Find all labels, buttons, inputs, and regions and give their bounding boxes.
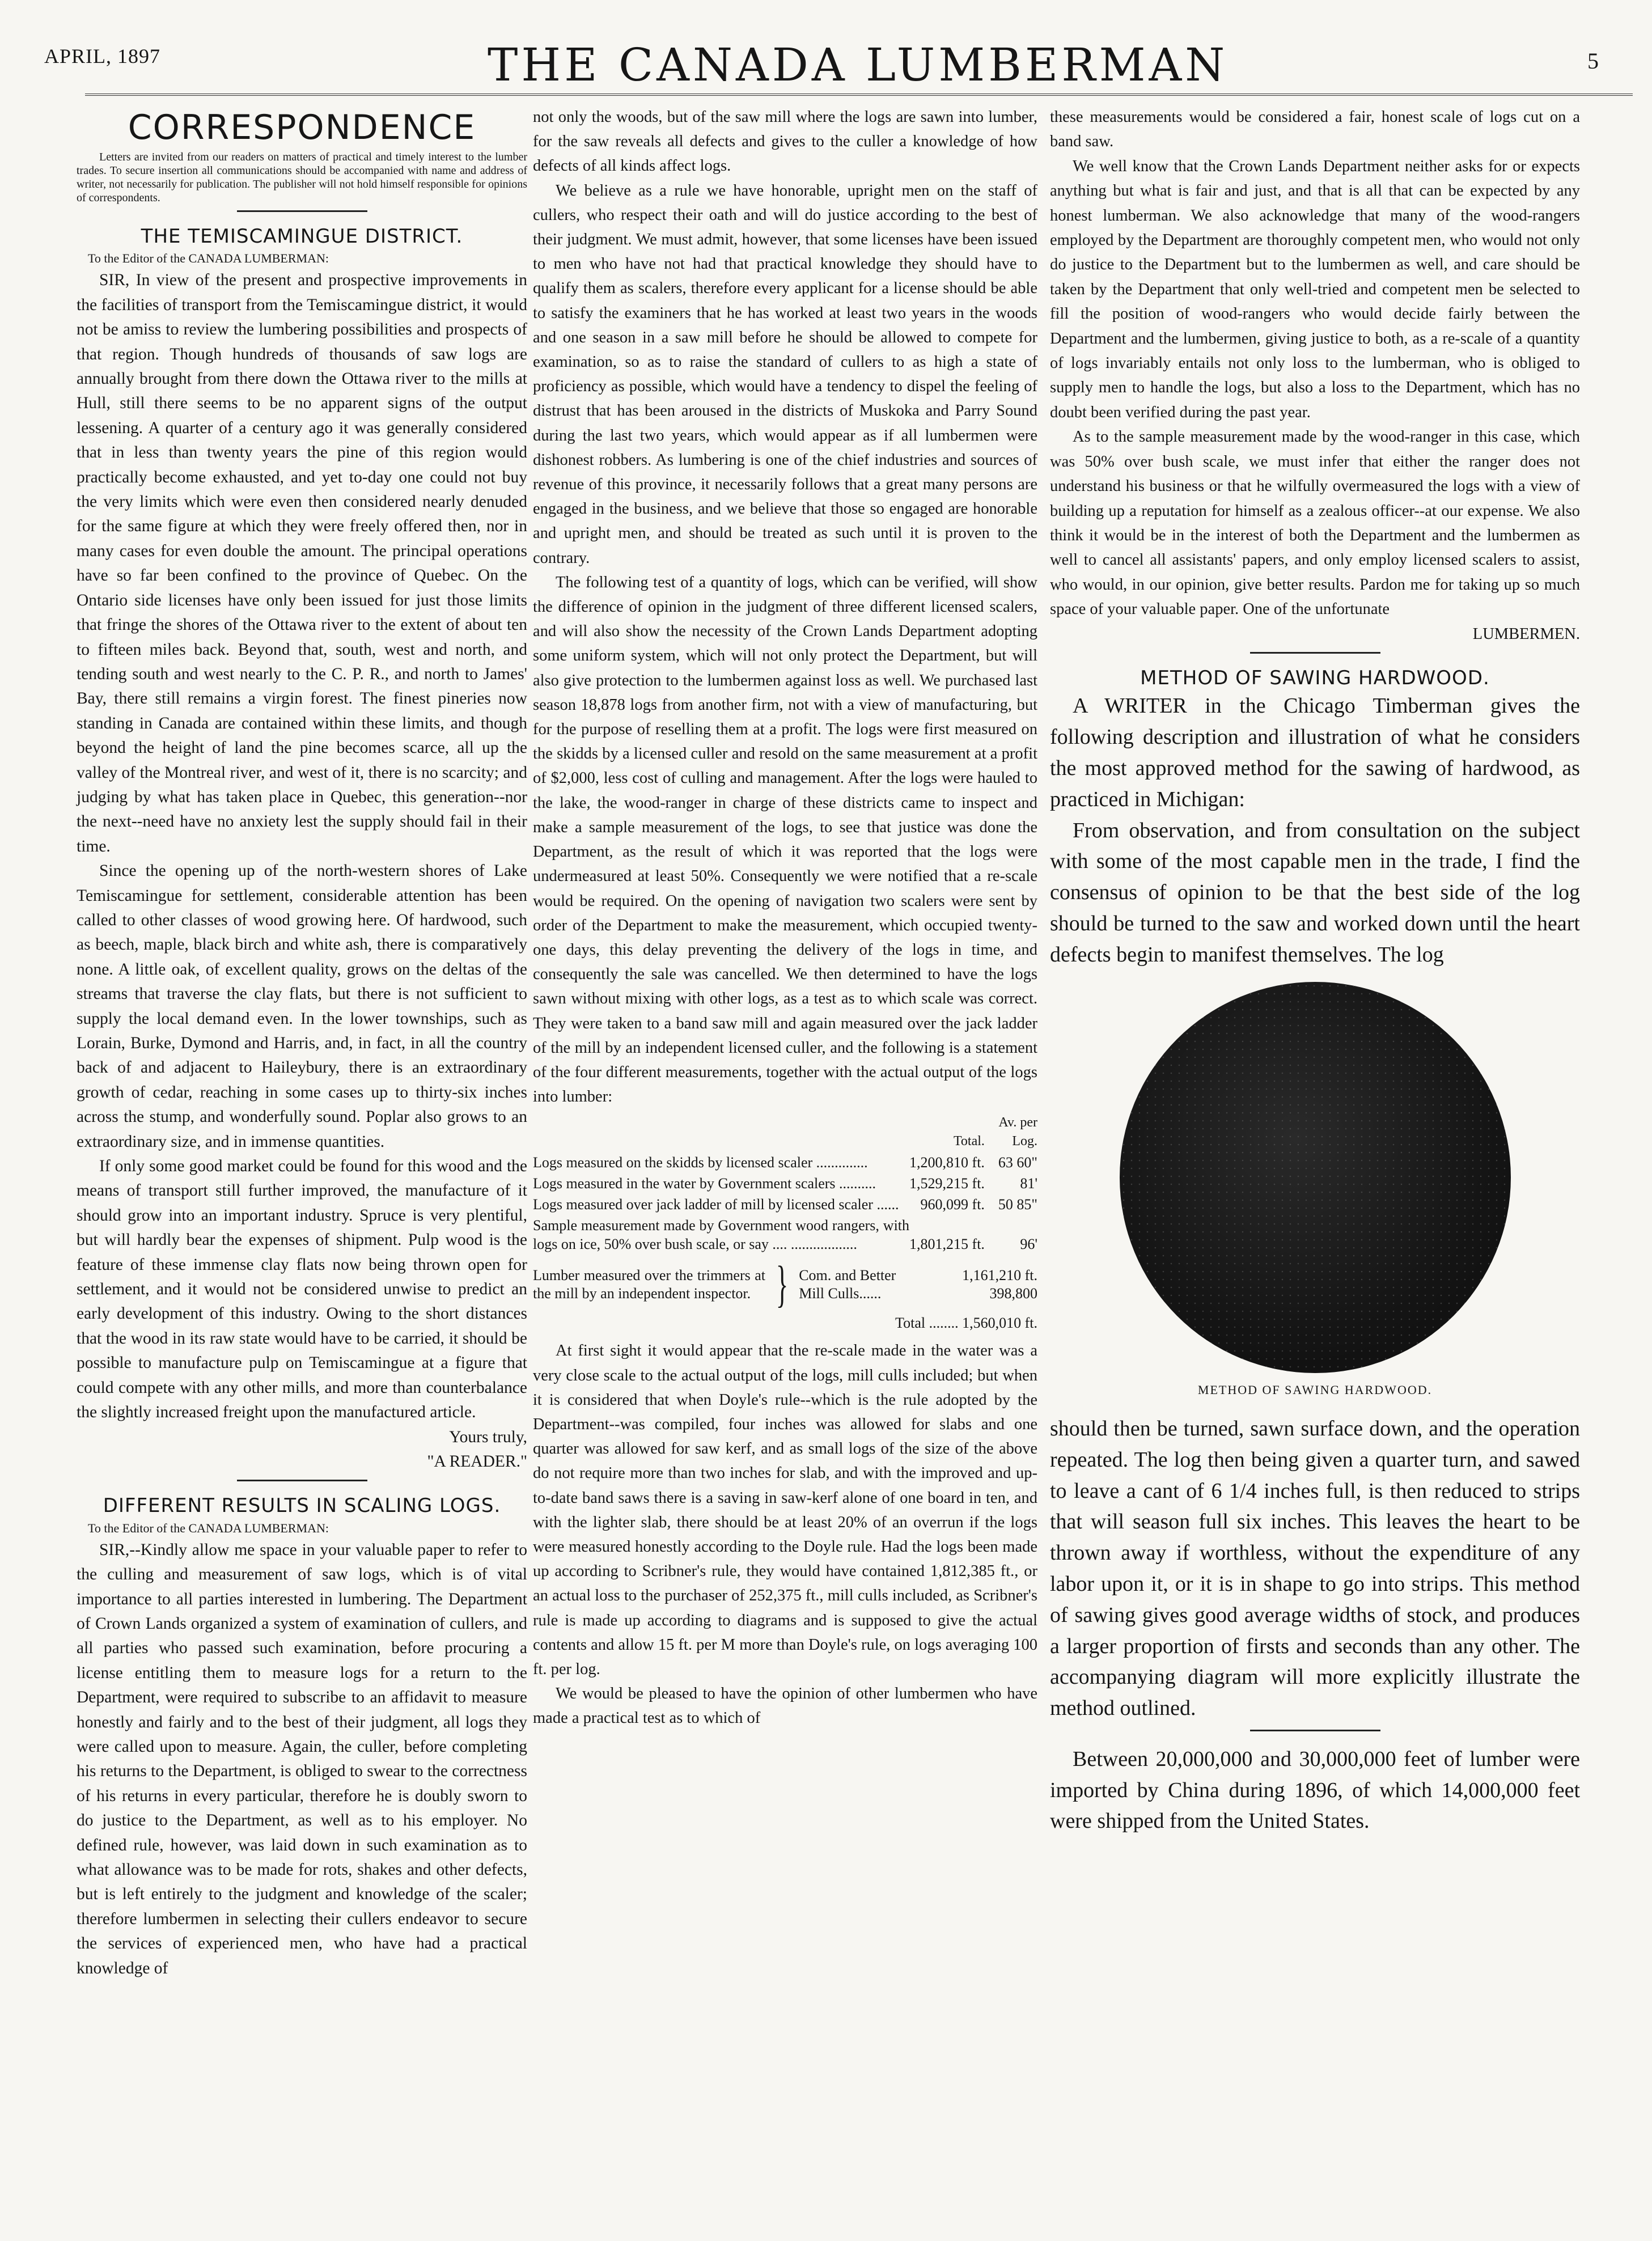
column-1 [77, 105, 527, 1981]
brace: } [776, 1256, 789, 1313]
lumber-row-value: 398,800 [989, 1285, 1037, 1302]
article-title-sawing-hardwood: METHOD OF SAWING HARDWOOD. [1140, 666, 1490, 689]
total-label: Total ........ [895, 1315, 959, 1332]
row-total: 960,099 ft. [920, 1196, 985, 1213]
row-total: 1,529,215 ft. [909, 1175, 985, 1192]
paragraph: SIR,--Kindly allow me space in your valuable paper to refer to the culling and measurement of saw logs, which is of vital importance to all parties interested in lumbering. The Department of Crown Lands organized a system of examination of cullers, and all parties who passed such examination, before procuring a license entitling them to measure logs for a return to the Department, were required to subscribe to an affidavit to measure honestly and fairly and to the best of their judgment, all logs they were called upon to measure. Again, the culler, before completing his returns to the Department, is obliged to swear to the correctness of his returns in every particular, therefore he is doubly sworn to do justice to the Department, as well as to his employer. No defined rule, however, was laid down in such examination as to what allowance was to be made for rots, shakes and other defects, but is left entirely to the judgment and knowledge of the scaler; therefore lumbermen in selecting their cullers endeavor to secure the services of experienced men, who have had a practical knowledge of [77, 1540, 527, 1977]
section-rule [1250, 652, 1380, 654]
correspondence-heading: CORRESPONDENCE [128, 108, 476, 147]
table-row [533, 1194, 1037, 1215]
signature: "A READER." [427, 1452, 527, 1471]
page-number: 5 [1587, 48, 1599, 74]
paragraph: not only the woods, but of the saw mill where the logs are sawn into lumber, for the saw reveals all defects and gives to the culler a knowledge of how defects of all kinds affect logs. [533, 108, 1037, 175]
measurement-table [533, 1112, 1037, 1255]
log-diagram-image [1120, 982, 1511, 1373]
section-rule [237, 1480, 367, 1481]
column-2 [533, 105, 1037, 1731]
header-rule [85, 94, 1633, 96]
row-label: Sample measurement made by Government wood rangers, with logs on ice, 50% over bush scale, or say .... .................. [533, 1217, 910, 1253]
row-total: 1,200,810 ft. [909, 1154, 985, 1171]
lumber-measure-block [533, 1256, 1037, 1313]
row-average: 50 85" [998, 1196, 1037, 1213]
table-header-row [533, 1112, 1037, 1152]
paragraph: SIR, In view of the present and prospective improvements in the facilities of transport from the Temiscamingue district, it would not be amiss to review the lumbering possibilities and prospects of that region. Though hundreds of thousands of saw logs are annually brought from there down the Ottawa river to the mills at Hull, still there seems to be no apparent signs of the output lessening. A quarter of a century ago it was generally considered that in less than twenty years the pine of this region would practically become exhausted, and yet to-day one could not buy the very limits which were even then considered nearly denuded for the same figure at which they were freely offered then, nor in many cases for even double the amount. The principal operations have so far been confined to the province of Quebec. On the Ontario side licenses have only been issued for just those limits that fringe the shores of the Ottawa river to the extent of about ten to fifteen miles back. Beyond that, south, west and north, and tending south and west nearly to the C. P. R., and north to James' Bay, there still remains a virgin forest. The finest pineries now standing in Canada are contained within these limits, and though beyond the height of land the pine becomes scarce, all up the valley of the Montreal river, and west of it, there is no scarcity; and judging by what has taken place in Quebec, this generation--nor the next--need have no anxiety lest the supply should fail in their time. [77, 271, 527, 855]
brief-paragraph: Between 20,000,000 and 30,000,000 feet of lumber were imported by China during 1896, of which 14,000,000 feet were shipped from the United States. [1050, 1747, 1580, 1833]
row-average: 96' [1020, 1236, 1037, 1253]
row-label: Logs measured in the water by Government scalers .......... [533, 1175, 876, 1192]
column-header-total: Total. [953, 1134, 985, 1149]
section-rule [1250, 1730, 1380, 1731]
article-title-scaling-logs: DIFFERENT RESULTS IN SCALING LOGS. [103, 1494, 501, 1518]
row-total: 1,801,215 ft. [909, 1236, 985, 1253]
paragraph: The following test of a quantity of logs, which can be verified, will show the difference of opinion in the judgment of three different licensed scalers, and will also show the necessity of the Crown Lands Department adopting some uniform system, which will not only protect the Department, but will also give protection to the lumbermen against loss as well. We purchased last season 18,878 logs from another firm, not with a view of manufacturing, but for the purpose of reselling them at a profit. The logs were first measured on the skidds by a licensed culler and resold on the same measurement at a profit of $2,000, less cost of culling and management. After the logs were hauled to the lake, the wood-ranger in charge of these districts came to inspect and make a sample measurement of the logs, to see that justice was done the Department, as the result of which it was reported that the logs were undermeasured at least 50%. Consequently we were notified that a re-scale would be required. On the opening of navigation two scalers were sent by order of the Department to make the measurement, which occupied twenty-one days, this delay preventing the delivery of the logs in time, and consequently the sale was cancelled. We then determined to have the logs sawn without mixing with other logs, as a test as to which scale was correct. They were taken to a band saw mill and again measured over the jack ladder of the mill by an independent licensed culler, and the following is a statement of the four different measurements, together with the actual output of the logs into lumber: [533, 573, 1037, 1106]
correspondence-notice: Letters are invited from our readers on matters of practical and timely interest to the lumber trades. To secure insertion all communications should be accompanied with name and address of writer, not necessarily for publication. The publisher will not hold himself responsible for opinions of correspondents. [77, 151, 527, 204]
paragraph: If only some good market could be found for this wood and the means of transport still further improved, the manufacture of it should grow into an important industry. Spruce is very plentiful, but will hardly bear the expenses of shipment. Pulp wood is the feature of these immense clay flats now being thrown open for settlement, and it would not be considered unwise to predict an early development of this industry. Owing to the short distances that the wood in its raw state would have to be carried, it should be possible to manufacture pulp on Temiscamingue at a figure that could compete with any other mills, and more than counterbalance the slightly increased freight upon the manufactured article. [77, 1157, 527, 1422]
lumber-row-label: Com. and Better [799, 1267, 896, 1284]
issue-date: APRIL, 1897 [44, 45, 161, 67]
table-row [533, 1215, 1037, 1255]
lumber-row [799, 1285, 1037, 1303]
paragraph: As to the sample measurement made by the wood-ranger in this case, which was 50% over bush scale, we must infer that either the ranger does not understand his business or that he wilfully overmeasured the logs with a view of building up a reputation for himself as a zealous officer--at our expense. We also think it would be in the interest of both the Department and the lumbermen as well to cancel all assistants' papers, and only employ licensed scalers to assist, who would, in our opinion, give better results. Pardon me for taking up so much space of your valuable paper. One of the unfortunate [1050, 428, 1580, 619]
paragraph: A WRITER in the Chicago Timberman gives the following description and illustration of what he considers the most approved method for the sawing of hardwood, as practiced in Michigan: [1050, 694, 1580, 811]
paragraph: Since the opening up of the north-western shores of Lake Temiscamingue for settlement, considerable attention has been called to other classes of wood growing here. Of hardwood, such as beech, maple, black birch and white ash, there is comparatively none. A little oak, of excellent quality, grows on the deltas of the streams that traverse the clay flats, but there is not sufficient to supply the local demand even. In the lower townships, such as Lorain, Burke, Dymond and Harris, and, in fact, in all the country back of and adjacent to Haileybury, there is an extraordinary growth of cedar, reaching in some cases up to thirty-six inches across the stump, and wonderfully sound. Poplar also grows to an extraordinary size, and in immense quantities. [77, 862, 527, 1151]
lumber-label: Lumber measured over the trimmers at the mill by an independent inspector. [533, 1267, 765, 1302]
row-label: Logs measured on the skidds by licensed scaler .............. [533, 1154, 868, 1171]
figure-caption: METHOD OF SAWING HARDWOOD. [1197, 1382, 1433, 1397]
paragraph: these measurements would be considered a fair, honest scale of logs cut on a band saw. [1050, 108, 1580, 151]
paragraph: We believe as a rule we have honorable, upright men on the staff of cullers, who respect their oath and will do justice according to the best of their judgment. We must admit, however, that some licenses have been issued to men who have not had that practical knowledge they should have to qualify them as scalers, therefore every applicant for a license should be able to satisfy the examiners that he has worked at least two years in the woods and one season in a saw mill before he should be allowed to compete for examination, so as to raise the standard of cullers to as high a state of proficiency as possible, which would have a tendency to dispel the feeling of distrust that has been aroused in the districts of Muskoka and Parry Sound during the last two years, which would appear as if all lumbermen were dishonest robbers. As lumbering is one of the chief industries and sources of revenue of this province, it necessarily follows that a great many persons are engaged in the business, and we believe that those so engaged are honorable and upright men, and should be treated as such until it is proven to the contrary. [533, 181, 1037, 567]
section-rule [237, 210, 367, 212]
closing: Yours truly, [449, 1427, 527, 1446]
paragraph: We would be pleased to have the opinion of other lumbermen who have made a practical test as to which of [533, 1685, 1037, 1727]
signoff: LUMBERMEN. [1472, 625, 1580, 643]
column-3 [1050, 105, 1580, 1837]
table-row [533, 1152, 1037, 1173]
row-label: Logs measured over jack ladder of mill by licensed scaler ...... [533, 1196, 899, 1213]
salutation: To the Editor of the CANADA LUMBERMAN: [88, 251, 329, 266]
paragraph: At first sight it would appear that the re-scale made in the water was a very close scale to the actual output of the logs, mill culls included; but when it is considered that when Doyle's rule--which is the rule adopted by the Department--was compiled, four inches was allowed for slabs and one quarter was allowed for saw kerf, and as small logs of the size of the above do not require more than two inches for slab, and with the improved and up-to-date band saws there is a saving in saw-kerf alone of one board in ten, and with the lighter slab, there should be at least 20% of an overrun if the logs were measured honestly according to the Doyle rule. Had the logs been made up according to Scribner's rule, they would have contained 1,812,385 ft., or an actual loss to the purchaser of 252,375 ft., mill culls included, as Scribner's rule is made up according to diagrams and is supposed to give the actual contents and allow 15 ft. per M more than Doyle's rule, on logs averaging 100 ft. per log. [533, 1342, 1038, 1678]
lumber-row [799, 1266, 1037, 1285]
total-row [533, 1314, 1037, 1333]
masthead-title: THE CANADA LUMBERMAN [488, 39, 1229, 91]
paragraph: From observation, and from consultation on the subject with some of the most capable men in the trade, I find the consensus of opinion to be that the best side of the log should be turned to the saw and worked down until the heart defects begin to manifest themselves. The log [1050, 818, 1580, 967]
row-average: 63 60" [998, 1154, 1037, 1171]
article-title-temiscamingue: THE TEMISCAMINGUE DISTRICT. [141, 225, 463, 248]
paragraph: We well know that the Crown Lands Department neither asks for or expects anything but what is fair and just, and that is all that can be expected by any honest lumberman. We also acknowledge that many of the wood-rangers employed by the Department are thoroughly competent men, who would not only do justice to the Department but to the lumbermen as well, and care should be taken by the Department that only well-tried and competent men be selected to fill the position of wood-rangers who would decide fairly between the Department and the lumbermen, giving justice to both, as a re-scale of a quantity of logs invariably entails not only loss to the lumberman, who is obliged to supply men to handle the logs, but also a loss to the Department, which has no doubt been verified during the past year. [1050, 157, 1580, 421]
column-header-average: Av. per Log. [998, 1115, 1037, 1149]
lumber-row-label: Mill Culls...... [799, 1285, 882, 1302]
table-row [533, 1173, 1037, 1194]
lumber-row-value: 1,161,210 ft. [962, 1267, 1037, 1284]
total-value: 1,560,010 ft. [962, 1315, 1037, 1332]
paragraph: should then be turned, sawn surface down, and the operation repeated. The log then being given a quarter turn, and sawed to leave a cant of 6 1/4 inches full, is then reduced to strips that will season full six inches. This leaves the heart to be thrown away if worthless, without the expenditure of any labor upon it, or it is in shape to go into strips. This method of sawing gives good average widths of stock, and produces a larger proportion of firsts and seconds than any other. The accompanying diagram will more explicitly illustrate the method outlined. [1050, 1416, 1580, 1721]
row-average: 81' [1020, 1175, 1037, 1192]
salutation: To the Editor of the CANADA LUMBERMAN: [88, 1520, 329, 1535]
